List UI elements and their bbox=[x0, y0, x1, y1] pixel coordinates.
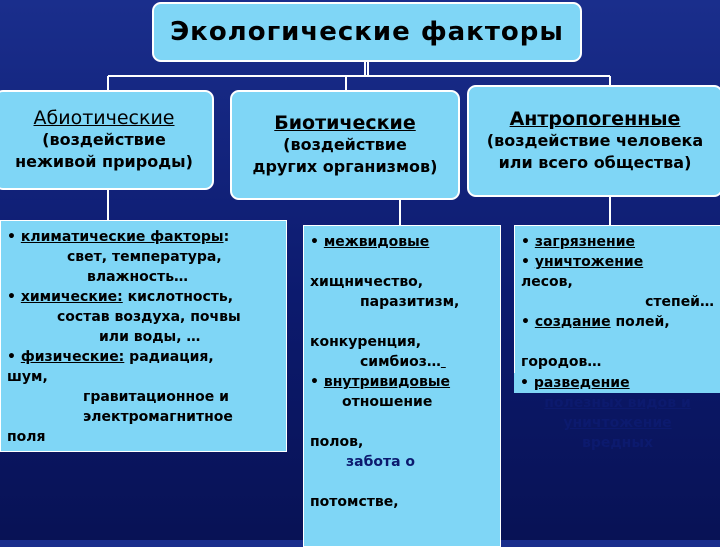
list-line: городов… bbox=[521, 354, 602, 370]
list-line: степей… bbox=[645, 294, 714, 310]
list-line: забота о bbox=[346, 454, 416, 470]
biotic-name: Биотические bbox=[274, 112, 416, 134]
biotic-sub2: других организмов) bbox=[252, 157, 438, 176]
list-line: гравитационное и bbox=[83, 389, 229, 405]
list-text: радиация, bbox=[124, 349, 214, 365]
abiotic-sub2: неживой природы) bbox=[15, 152, 193, 171]
anthropogenic-name: Антропогенные bbox=[509, 108, 681, 130]
abiotic-sub1: (воздействие bbox=[42, 130, 166, 149]
list-text: полей, bbox=[610, 314, 670, 330]
list-line: электромагнитное bbox=[83, 409, 233, 425]
list-item: • создание полей, bbox=[521, 314, 670, 330]
list-line: состав воздуха, почвы bbox=[57, 309, 241, 325]
list-line: отношение bbox=[342, 394, 433, 410]
intraspecific-label: внутривидовые bbox=[323, 374, 451, 390]
biotic-factors-list bbox=[303, 225, 501, 547]
list-line: полезных видов и bbox=[544, 395, 691, 411]
anthropogenic-category-box bbox=[467, 85, 720, 197]
climatic-factors-label: климатические факторы bbox=[20, 229, 224, 245]
creation-label: создание bbox=[534, 314, 611, 330]
list-line: влажность… bbox=[87, 269, 189, 285]
page-title: Экологические факторы bbox=[152, 2, 582, 62]
pollution-label: загрязнение bbox=[534, 234, 636, 250]
biotic-sub1: (воздействие bbox=[283, 135, 407, 154]
list-line: лесов, bbox=[521, 274, 573, 290]
symbiosis-text: симбиоз… bbox=[360, 354, 441, 370]
list-item: • уничтожение bbox=[521, 254, 644, 270]
list-line bbox=[310, 352, 494, 372]
list-line: поля bbox=[7, 429, 46, 445]
list-item: • загрязнение bbox=[521, 234, 636, 250]
destruction-label: уничтожение bbox=[534, 254, 644, 270]
list-item: • межвидовые bbox=[310, 234, 430, 250]
anthropogenic-list-tail bbox=[514, 375, 720, 453]
list-line: или воды, … bbox=[99, 329, 201, 345]
biotic-category-box bbox=[230, 90, 460, 200]
list-item: • физические: радиация, bbox=[7, 349, 214, 365]
list-line: конкуренция, bbox=[310, 334, 422, 350]
list-line: хищничество, bbox=[310, 274, 424, 290]
anthropogenic-sub2: или всего общества) bbox=[498, 153, 692, 172]
list-line: вредных bbox=[581, 435, 654, 451]
physical-label: физические: bbox=[20, 349, 125, 365]
list-line: уничтожение bbox=[563, 415, 672, 431]
chemical-label: химические: bbox=[20, 289, 123, 305]
interspecific-label: межвидовые bbox=[323, 234, 430, 250]
anthropogenic-sub1: (воздействие человека bbox=[486, 131, 704, 150]
abiotic-name: Абиотические bbox=[33, 107, 175, 129]
colon: : bbox=[223, 229, 230, 245]
anthropogenic-factors-list bbox=[514, 225, 720, 375]
list-item: • химические: кислотность, bbox=[7, 289, 234, 305]
list-item: • климатические факторы: bbox=[7, 229, 230, 245]
list-item: • разведение bbox=[514, 373, 720, 393]
list-line: свет, температура, bbox=[67, 249, 222, 265]
breeding-label: разведение bbox=[533, 375, 630, 391]
abiotic-category-box bbox=[0, 90, 214, 190]
list-text: кислотность, bbox=[122, 289, 234, 305]
list-line: полов, bbox=[310, 434, 364, 450]
list-line: шум, bbox=[7, 369, 48, 385]
list-item: • внутривидовые bbox=[310, 374, 451, 390]
list-line: потомстве, bbox=[310, 494, 399, 510]
list-line: паразитизм, bbox=[360, 294, 460, 310]
abiotic-factors-list bbox=[0, 220, 287, 452]
